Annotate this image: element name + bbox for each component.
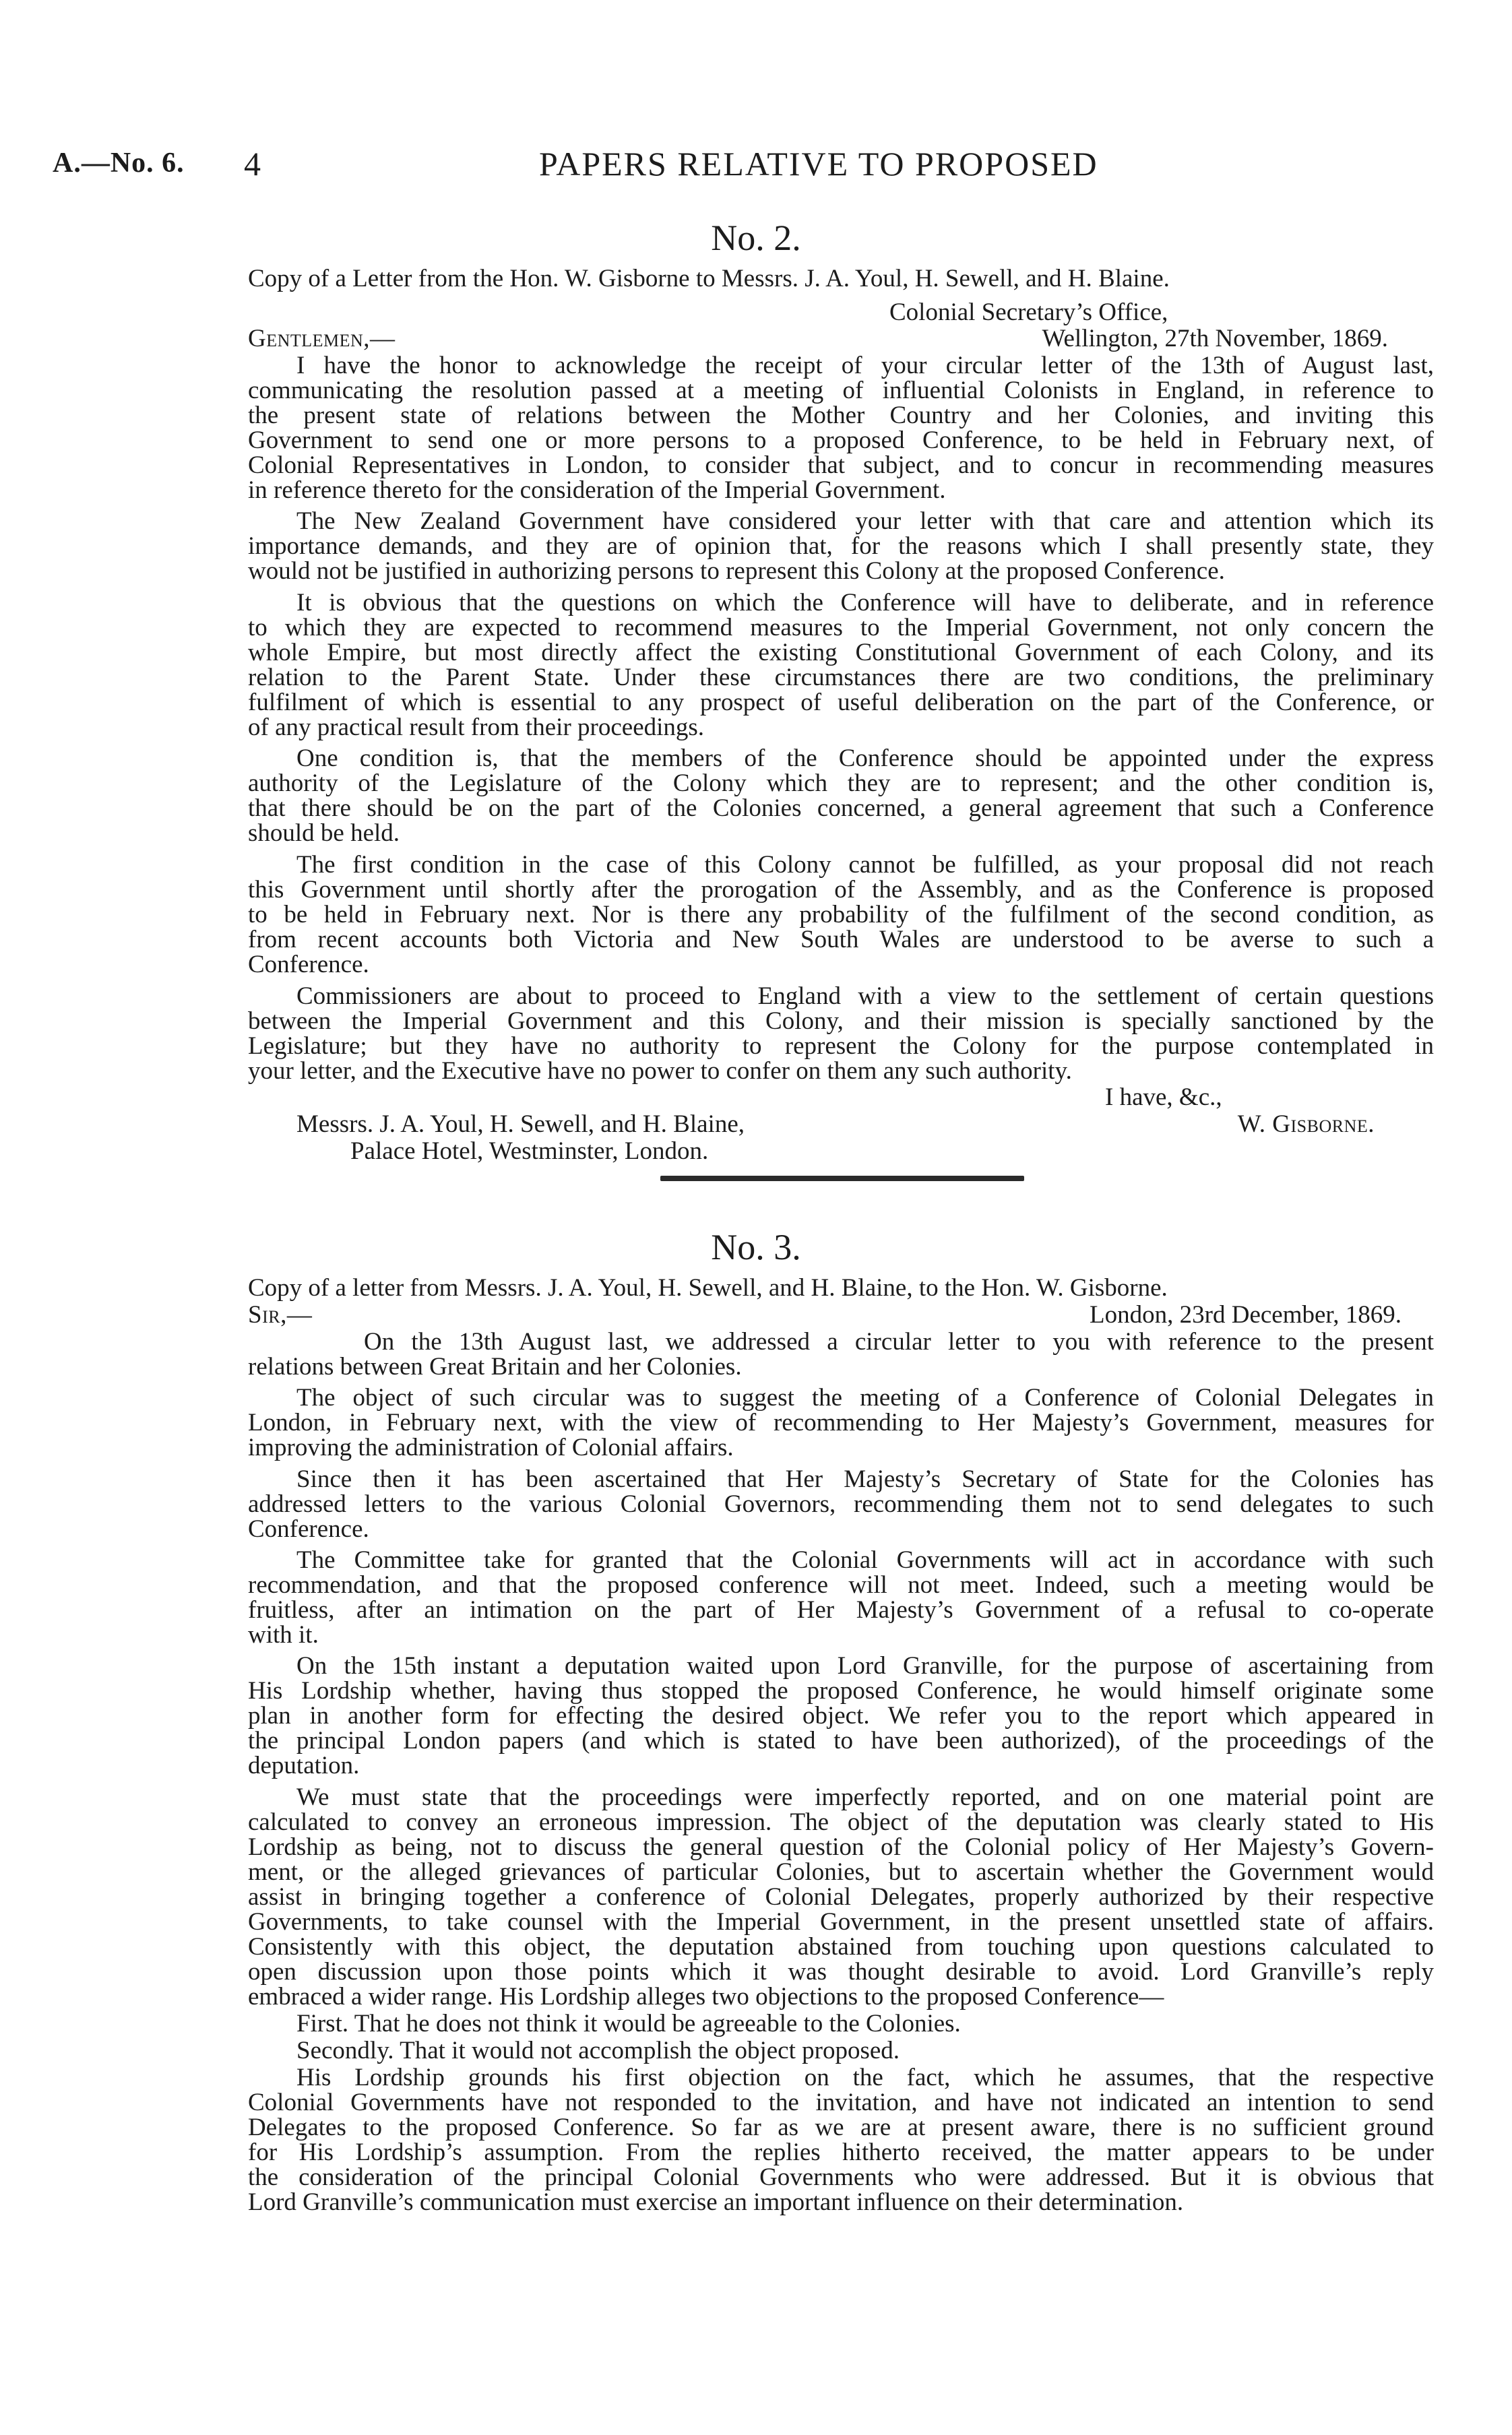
body-line: Consistently with this object, the deputation abstained from touching upon questions calculated to: [248, 1933, 1434, 1961]
body-line: assist in bringing together a conference of Colonial Delegates, properly authorized by their respective: [248, 1883, 1434, 1911]
body-line: His Lordship grounds his first objection on the fact, which he assumes, that the respective: [296, 2064, 1434, 2091]
body-line: The object of such circular was to suggest the meeting of a Conference of Colonial Delegates in: [296, 1384, 1434, 1412]
body-line: would not be justified in authorizing persons to represent this Colony at the proposed Conference.: [248, 557, 1225, 585]
body-line: the consideration of the principal Colonial Governments who were addressed. But it is obvious that: [248, 2163, 1434, 2191]
body-line: calculated to convey an erroneous impression. The object of the deputation was clearly stated to His: [248, 1808, 1434, 1836]
body-line: The Committee take for granted that the Colonial Governments will act in accordance with such: [296, 1546, 1434, 1574]
letter-2-closing: I have, &c.,: [1105, 1083, 1222, 1111]
body-line: relation to the Parent State. Under these circumstances there are two conditions, the preliminary: [248, 664, 1434, 691]
letter-2-address: Palace Hotel, Westminster, London.: [350, 1137, 709, 1165]
body-line: the principal London papers (and which is stated to have been authorized), of the proceedings of the: [248, 1727, 1434, 1754]
letter-3-place-date: London, 23rd December, 1869.: [1090, 1301, 1401, 1329]
body-line: On the 15th instant a deputation waited upon Lord Granville, for the purpose of ascertaining from: [296, 1652, 1434, 1680]
letter-2-caption: Copy of a Letter from the Hon. W. Gisborne to Messrs. J. A. Youl, H. Sewell, and H. Blaine.: [248, 265, 1170, 292]
body-line: On the 13th August last, we addressed a circular letter to you with reference to the present: [364, 1328, 1434, 1356]
body-line: London, in February next, with the view of recommending to Her Majesty’s Government, measures for: [248, 1409, 1434, 1436]
body-line: First. That he does not think it would be agreeable to the Colonies.: [296, 2010, 961, 2037]
body-line: It is obvious that the questions on which the Conference will have to deliberate, and in reference: [296, 589, 1434, 616]
letter-2-addressee: Messrs. J. A. Youl, H. Sewell, and H. Blaine,: [296, 1110, 745, 1138]
body-line: that there should be on the part of the Colonies concerned, a general agreement that such a Conference: [248, 794, 1434, 822]
letter-3-number: No. 3.: [711, 1227, 801, 1267]
body-line: One condition is, that the members of the Conference should be appointed under the express: [296, 745, 1434, 772]
body-line: embraced a wider range. His Lordship alleges two objections to the proposed Conference—: [248, 1983, 1164, 2011]
body-line: with it.: [248, 1621, 319, 1649]
body-line: for His Lordship’s assumption. From the replies hitherto received, the matter appears to be under: [248, 2139, 1434, 2166]
letter-2-signature: W. Gisborne.: [1237, 1110, 1375, 1138]
letter-3-caption: Copy of a letter from Messrs. J. A. Youl, H. Sewell, and H. Blaine, to the Hon. W. Gisborne.: [248, 1274, 1168, 1302]
section-divider: [660, 1176, 1024, 1181]
body-line: authority of the Legislature of the Colony which they are to represent; and the other condition is,: [248, 769, 1434, 797]
body-line: improving the administration of Colonial affairs.: [248, 1434, 734, 1461]
body-line: this Government until shortly after the prorogation of the Assembly, and as the Conference is proposed: [248, 876, 1434, 904]
body-line: fulfilment of which is essential to any prospect of useful deliberation on the part of the Conference, or: [248, 689, 1434, 716]
body-line: of any practical result from their proceedings.: [248, 714, 705, 741]
body-line: Legislature; but they have no authority to represent the Colony for the purpose contemplated in: [248, 1032, 1434, 1060]
body-line: open discussion upon those points which it was thought desirable to avoid. Lord Granville’s reply: [248, 1958, 1434, 1986]
body-line: addressed letters to the various Colonial Governors, recommending them not to send delegates to such: [248, 1490, 1434, 1518]
body-line: from recent accounts both Victoria and New South Wales are understood to be averse to such a: [248, 926, 1434, 953]
running-title: PAPERS RELATIVE TO PROPOSED: [539, 145, 1098, 183]
body-line: Colonial Representatives in London, to consider that subject, and to concur in recommending measures: [248, 451, 1434, 479]
letter-2-office: Colonial Secretary’s Office,: [889, 298, 1168, 326]
body-line: Delegates to the proposed Conference. So far as we are at present aware, there is no sufficient ground: [248, 2114, 1434, 2141]
body-line: between the Imperial Government and this Colony, and their mission is specially sanctioned by the: [248, 1007, 1434, 1035]
letter-2-number: No. 2.: [711, 218, 801, 258]
body-line: to which they are expected to recommend measures to the Imperial Government, not only concern the: [248, 614, 1434, 641]
body-line: Conference.: [248, 1515, 369, 1543]
body-line: Governments, to take counsel with the Imperial Government, in the present unsettled state of affairs.: [248, 1908, 1434, 1936]
body-line: The first condition in the case of this Colony cannot be fulfilled, as your proposal did not reach: [296, 851, 1434, 879]
body-line: whole Empire, but most directly affect the existing Constitutional Government of each Colony, and its: [248, 639, 1434, 666]
body-line: We must state that the proceedings were imperfectly reported, and on one material point are: [296, 1783, 1434, 1811]
body-line: The New Zealand Government have considered your letter with that care and attention which its: [296, 507, 1434, 535]
body-line: communicating the resolution passed at a meeting of influential Colonists in England, in reference to: [248, 377, 1434, 404]
document-reference: A.—No. 6.: [53, 148, 185, 179]
body-line: Lord Granville’s communication must exercise an important influence on their determination.: [248, 2188, 1184, 2216]
body-line: recommendation, and that the proposed conference will not meet. Indeed, such a meeting would be: [248, 1571, 1434, 1599]
body-line: Commissioners are about to proceed to England with a view to the settlement of certain questions: [296, 982, 1434, 1010]
body-line: Conference.: [248, 951, 369, 978]
body-line: relations between Great Britain and her Colonies.: [248, 1353, 742, 1381]
letter-3-salutation: Sir,—: [248, 1301, 313, 1329]
body-line: plan in another form for effecting the desired object. We refer you to the report which appeared in: [248, 1702, 1434, 1730]
body-line: should be held.: [248, 819, 400, 847]
body-line: importance demands, and they are of opinion that, for the reasons which I shall presently state, they: [248, 532, 1434, 560]
letter-2-place-date: Wellington, 27th November, 1869.: [1042, 325, 1388, 352]
body-line: I have the honor to acknowledge the receipt of your circular letter of the 13th of August last,: [296, 352, 1434, 379]
body-line: Since then it has been ascertained that Her Majesty’s Secretary of State for the Colonies has: [296, 1465, 1434, 1493]
page-number: 4: [244, 145, 261, 183]
body-line: to be held in February next. Nor is there any probability of the fulfilment of the second condition, as: [248, 901, 1434, 928]
body-line: your letter, and the Executive have no power to confer on them any such authority.: [248, 1057, 1072, 1085]
body-line: Secondly. That it would not accomplish the object proposed.: [296, 2037, 900, 2064]
body-line: in reference thereto for the consideration of the Imperial Government.: [248, 476, 946, 504]
body-line: ment, or the alleged grievances of particular Colonies, but to ascertain whether the Government would: [248, 1858, 1434, 1886]
body-line: fruitless, after an intimation on the part of Her Majesty’s Government of a refusal to co-operate: [248, 1596, 1434, 1624]
body-line: the present state of relations between the Mother Country and her Colonies, and inviting this: [248, 402, 1434, 429]
body-line: Government to send one or more persons to a proposed Conference, to be held in February next, of: [248, 426, 1434, 454]
body-line: Lordship as being, not to discuss the general question of the Colonial policy of Her Majesty’s Govern-: [248, 1833, 1434, 1861]
body-line: His Lordship whether, having thus stopped the proposed Conference, he would himself originate some: [248, 1677, 1434, 1705]
letter-2-salutation: Gentlemen,—: [248, 325, 396, 352]
body-line: Colonial Governments have not responded to the invitation, and have not indicated an intention to send: [248, 2089, 1434, 2116]
body-line: deputation.: [248, 1752, 360, 1779]
